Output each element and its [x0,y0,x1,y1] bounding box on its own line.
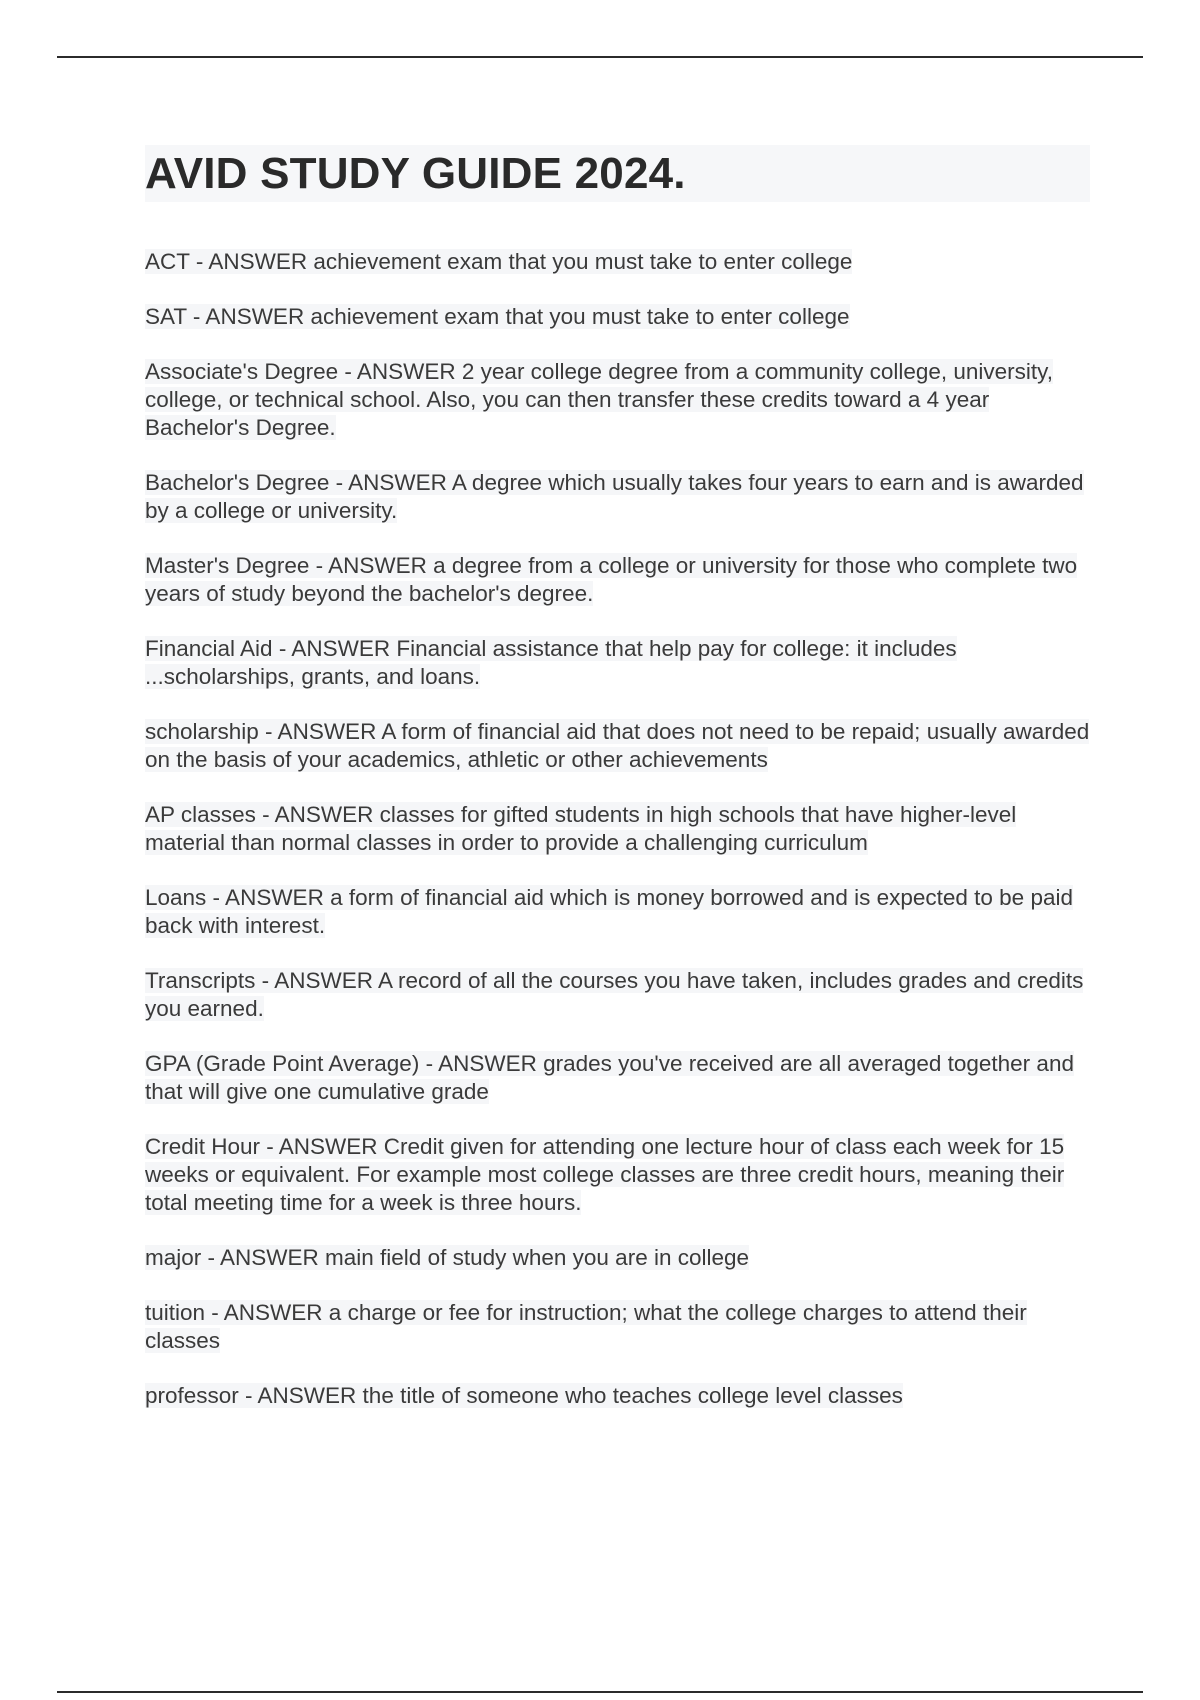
bottom-rule [57,1691,1143,1693]
document-content [145,145,1090,1437]
glossary-entry-gpa: GPA (Grade Point Average) - ANSWER grades you've received are all averaged together and that will give one cumulative grade [145,1051,1074,1104]
glossary-entry-associates-degree: Associate's Degree - ANSWER 2 year college degree from a community college, university, college, or technical school. Also, you can then transfer these credits toward a 4 year Bachelor's Degree. [145,359,1054,440]
glossary-entry-masters-degree: Master's Degree - ANSWER a degree from a college or university for those who complete two years of study beyond the bachelor's degree. [145,553,1078,606]
top-rule [57,56,1143,58]
glossary-entry-major: major - ANSWER main field of study when you are in college [145,1245,750,1270]
document-title: AVID STUDY GUIDE 2024. [145,148,686,198]
glossary-entry-transcripts: Transcripts - ANSWER A record of all the courses you have taken, includes grades and credits you earned. [145,968,1084,1021]
glossary-entry-act: ACT - ANSWER achievement exam that you must take to enter college [145,249,853,274]
glossary-entry-sat: SAT - ANSWER achievement exam that you must take to enter college [145,304,850,329]
glossary-entry-ap-classes: AP classes - ANSWER classes for gifted students in high schools that have higher-level material than normal classes in order to provide a challenging curriculum [145,802,1017,855]
glossary-entry-financial-aid: Financial Aid - ANSWER Financial assistance that help pay for college: it includes ...scholarships, grants, and loans. [145,636,957,689]
title-band [145,145,1090,202]
glossary-entry-professor: professor - ANSWER the title of someone who teaches college level classes [145,1383,903,1408]
glossary-list [145,248,1090,1410]
glossary-entry-bachelors-degree: Bachelor's Degree - ANSWER A degree which usually takes four years to earn and is awarded by a college or university. [145,470,1084,523]
glossary-entry-loans: Loans - ANSWER a form of financial aid which is money borrowed and is expected to be paid back with interest. [145,885,1073,938]
glossary-entry-credit-hour: Credit Hour - ANSWER Credit given for attending one lecture hour of class each week for 15 weeks or equivalent. For example most college classes are three credit hours, meaning their total meeting time for a week is three hours. [145,1134,1065,1215]
glossary-entry-scholarship: scholarship - ANSWER A form of financial aid that does not need to be repaid; usually awarded on the basis of your academics, athletic or other achievements [145,719,1090,772]
glossary-entry-tuition: tuition - ANSWER a charge or fee for instruction; what the college charges to attend their classes [145,1300,1027,1353]
